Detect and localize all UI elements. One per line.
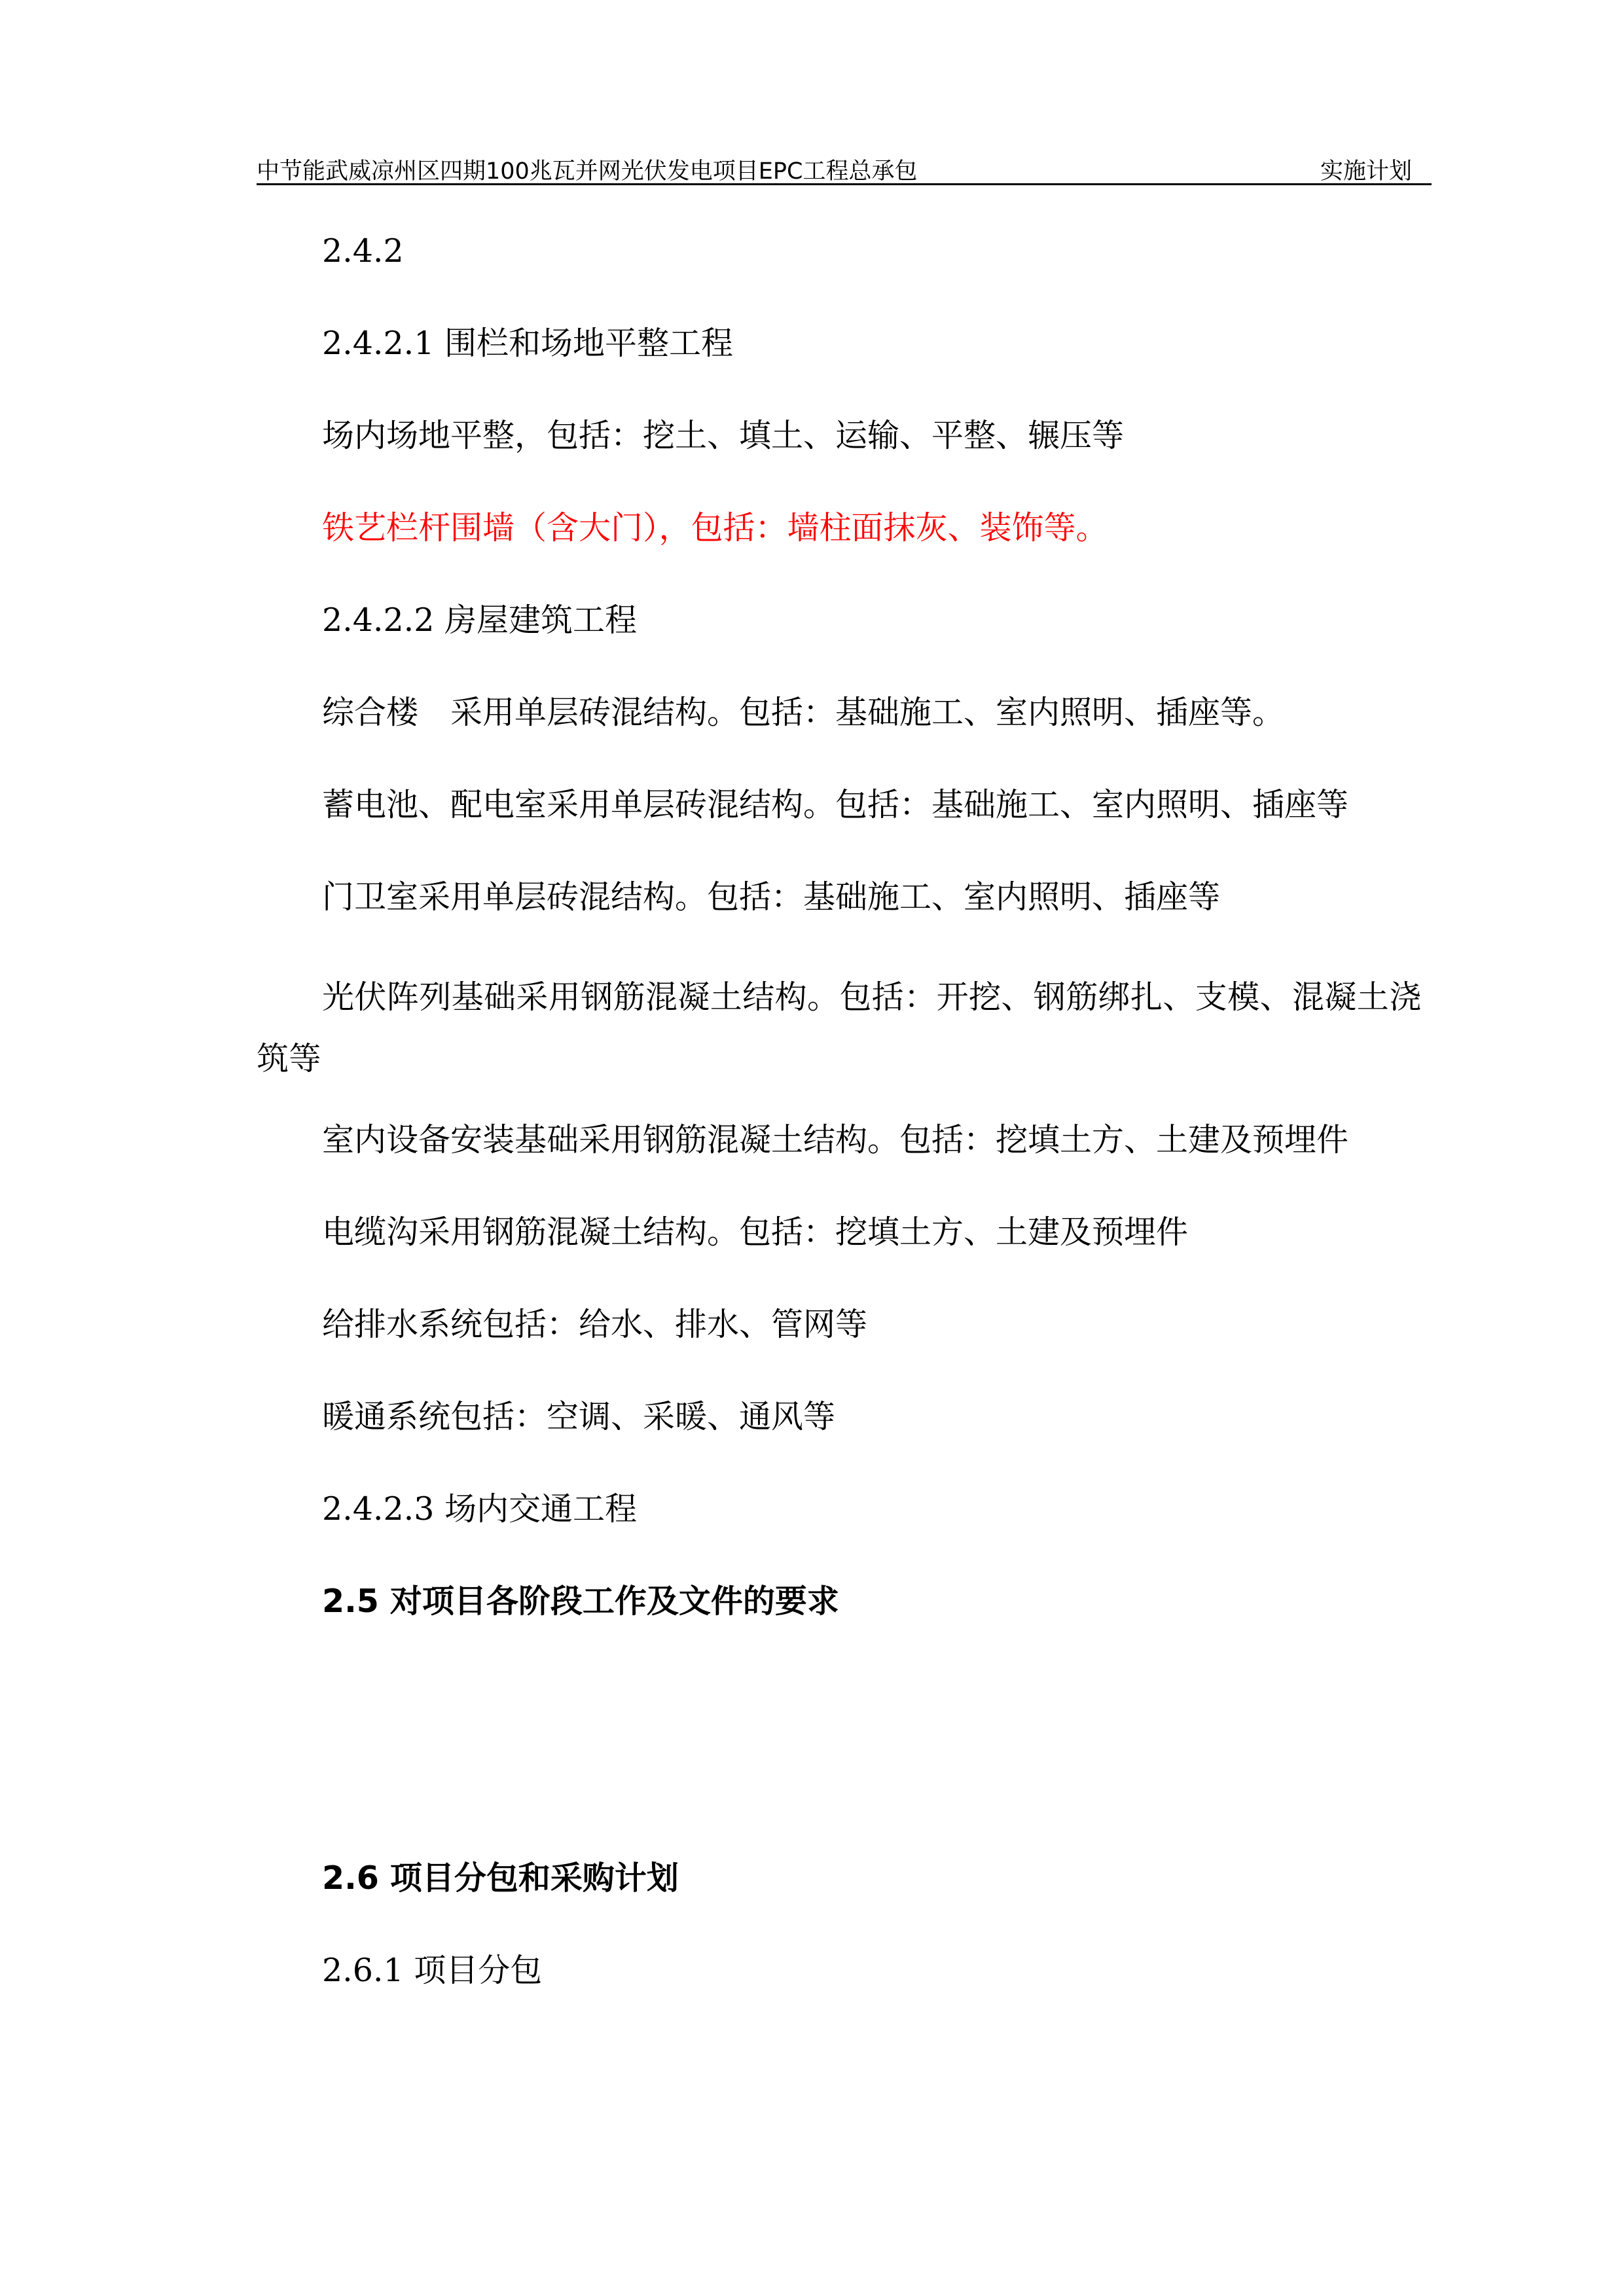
- section-2-6-1: 2.6.1 项目分包: [322, 1952, 543, 1989]
- paragraph-equipment-foundation: 室内设备安装基础采用钢筋混凝土结构。包括：挖填土方、土建及预埋件: [322, 1121, 1349, 1158]
- paragraph-battery-room: 蓄电池、配电室采用单层砖混结构。包括：基础施工、室内照明、插座等: [322, 786, 1349, 823]
- page-header: [257, 149, 1432, 185]
- header-title: 中节能武威凉州区四期100兆瓦并网光伏发电项目EPC工程总承包: [257, 158, 918, 185]
- header-doc-type: 实施计划: [1320, 158, 1412, 185]
- heading-2-6: 2.6 项目分包和采购计划: [322, 1859, 679, 1897]
- section-2-4-2-2: 2.4.2.2 房屋建筑工程: [322, 601, 638, 639]
- paragraph-complex-building: 综合楼 采用单层砖混结构。包括：基础施工、室内照明、插座等。: [322, 694, 1285, 731]
- paragraph-fence-red: 铁艺栏杆围墙（含大门），包括：墙柱面抹灰、装饰等。: [322, 509, 1108, 547]
- paragraph-guard-room: 门卫室采用单层砖混结构。包括：基础施工、室内照明、插座等: [322, 878, 1221, 916]
- paragraph-cable-trench: 电缆沟采用钢筋混凝土结构。包括：挖填土方、土建及预埋件: [322, 1213, 1189, 1251]
- paragraph-site-leveling: 场内场地平整，包括：挖土、填土、运输、平整、辗压等: [322, 417, 1125, 454]
- paragraph-hvac-system: 暖通系统包括：空调、采暖、通风等: [322, 1398, 836, 1435]
- section-2-4-2-3: 2.4.2.3 场内交通工程: [322, 1490, 638, 1528]
- section-2-4-2: 2.4.2: [322, 232, 404, 270]
- section-2-4-2-1: 2.4.2.1 围栏和场地平整工程: [322, 325, 734, 362]
- paragraph-water-system: 给排水系统包括：给水、排水、管网等: [322, 1306, 868, 1343]
- heading-2-5: 2.5 对项目各阶段工作及文件的要求: [322, 1583, 839, 1620]
- paragraph-pv-array-foundation: 光伏阵列基础采用钢筋混凝土结构。包括：开挖、钢筋绑扎、支模、混凝土浇筑等: [257, 978, 1422, 1077]
